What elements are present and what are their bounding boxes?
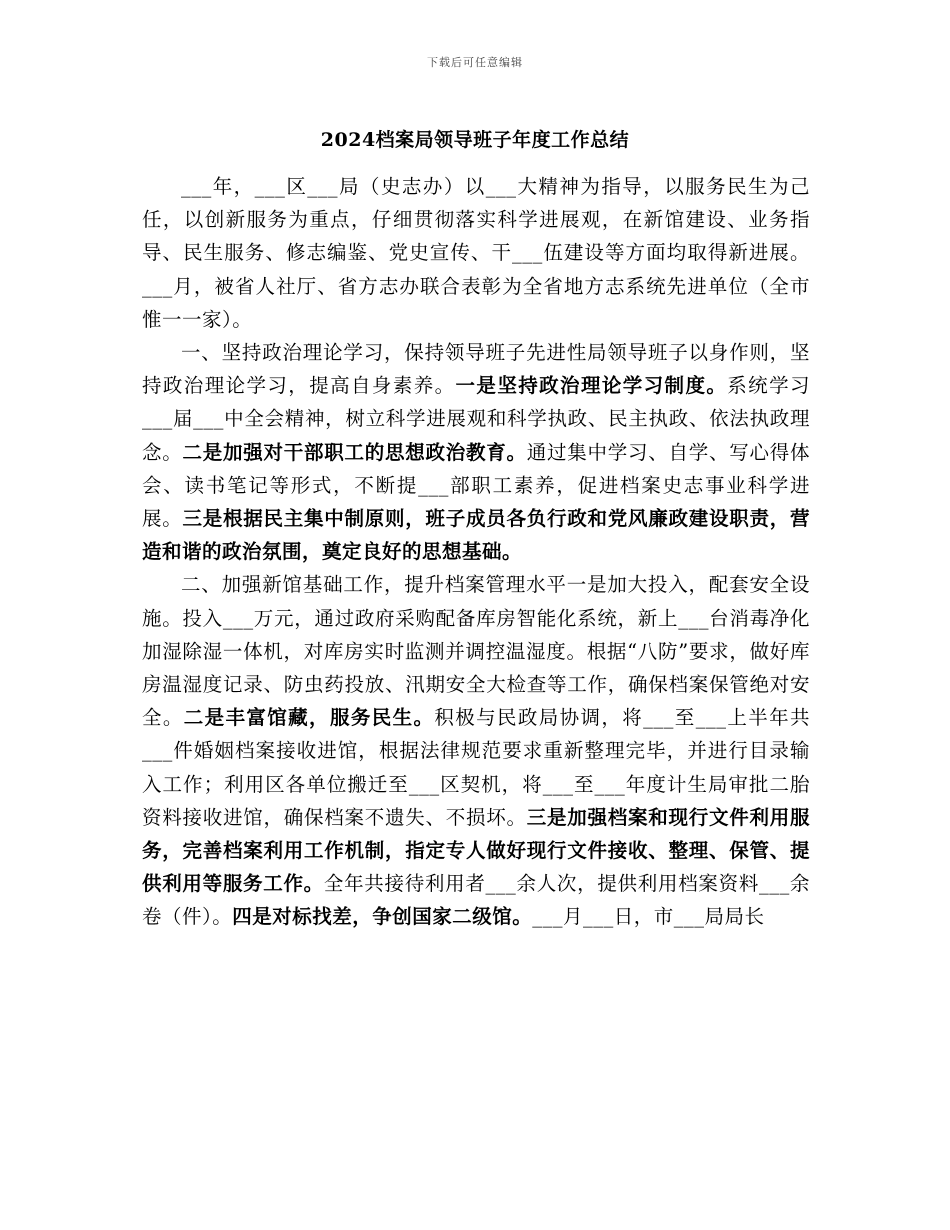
text-run: 通过集中学习、自学、写心得体会、读书笔记等形式，不断提___部职工素养，促进档案史志事业科学进展。 [142,440,810,531]
text-run: 全年共接待利用者___余人次，提供利用档案资料___余卷（件）。 [142,872,810,929]
paragraph-intro [142,170,810,336]
text-run-bold: 二是丰富馆藏，服务民生。 [183,706,435,730]
document-body [142,170,810,934]
text-run: ___年，___区___局（史志办）以___大精神为指导，以服务民生为己任，以创新服务为重点，仔细贯彻落实科学进展观，在新馆建设、业务指导、民生服务、修志编鉴、党史宣传、干___伍建设等方面均取得新进展。___月，被省人社厅、省方志办联合表彰为全省地方志系统先进单位（全市惟一一家）。 [142,175,810,331]
header-note: 下载后可任意编辑 [427,56,523,69]
text-run: 二、加强新馆基础工作，提升档案管理水平一是加大投入，配套安全设施。投入___万元，通过政府采购配备库房智能化系统，新上___台消毒净化加湿除湿一体机，对库房实时监测并调控温湿度。根据“八防”要求，做好库房温湿度记录、防虫药投放、汛期安全大检查等工作，确保档案保管绝对安全。 [142,573,810,730]
text-run-bold: 三是根据民主集中制原则，班子成员各负行政和党风廉政建设职责，营造和谐的政治氛围，奠定良好的思想基础。 [142,507,810,564]
text-run-bold: 三是加强档案和现行文件利用服务，完善档案利用工作机制，指定专人做好现行文件接收、整理、保管、提供利用等服务工作。 [142,805,810,896]
text-run: 系统学习___届___中全会精神，树立科学进展观和科学执政、民主执政、依法执政理念。 [142,374,810,464]
text-run: 一、坚持政治理论学习，保持领导班子先进性局领导班子以身作则，坚持政治理论学习，提高自身素养。 [142,341,810,398]
text-run-bold: 一是坚持政治理论学习制度。 [455,374,728,398]
text-run-bold: 四是对标找差，争创国家二级馆。 [232,905,533,929]
text-run: 积极与民政局协调，将___至___上半年共___件婚姻档案接收进馆，根据法律规范要求重新整理完毕，并进行目录输入工作；利用区各单位搬迁至___区契机，将___至___年度计生局审批二胎资料接收进馆，确保档案不遗失、不损坏。 [142,706,810,829]
text-run: ___月___日，市___局局长 [532,905,765,929]
paragraph-section-one [142,336,810,568]
document-title: 2024档案局领导班子年度工作总结 [320,129,630,151]
text-run-bold: 二是加强对干部职工的思想政治教育。 [182,440,527,464]
paragraph-section-two [142,568,810,933]
